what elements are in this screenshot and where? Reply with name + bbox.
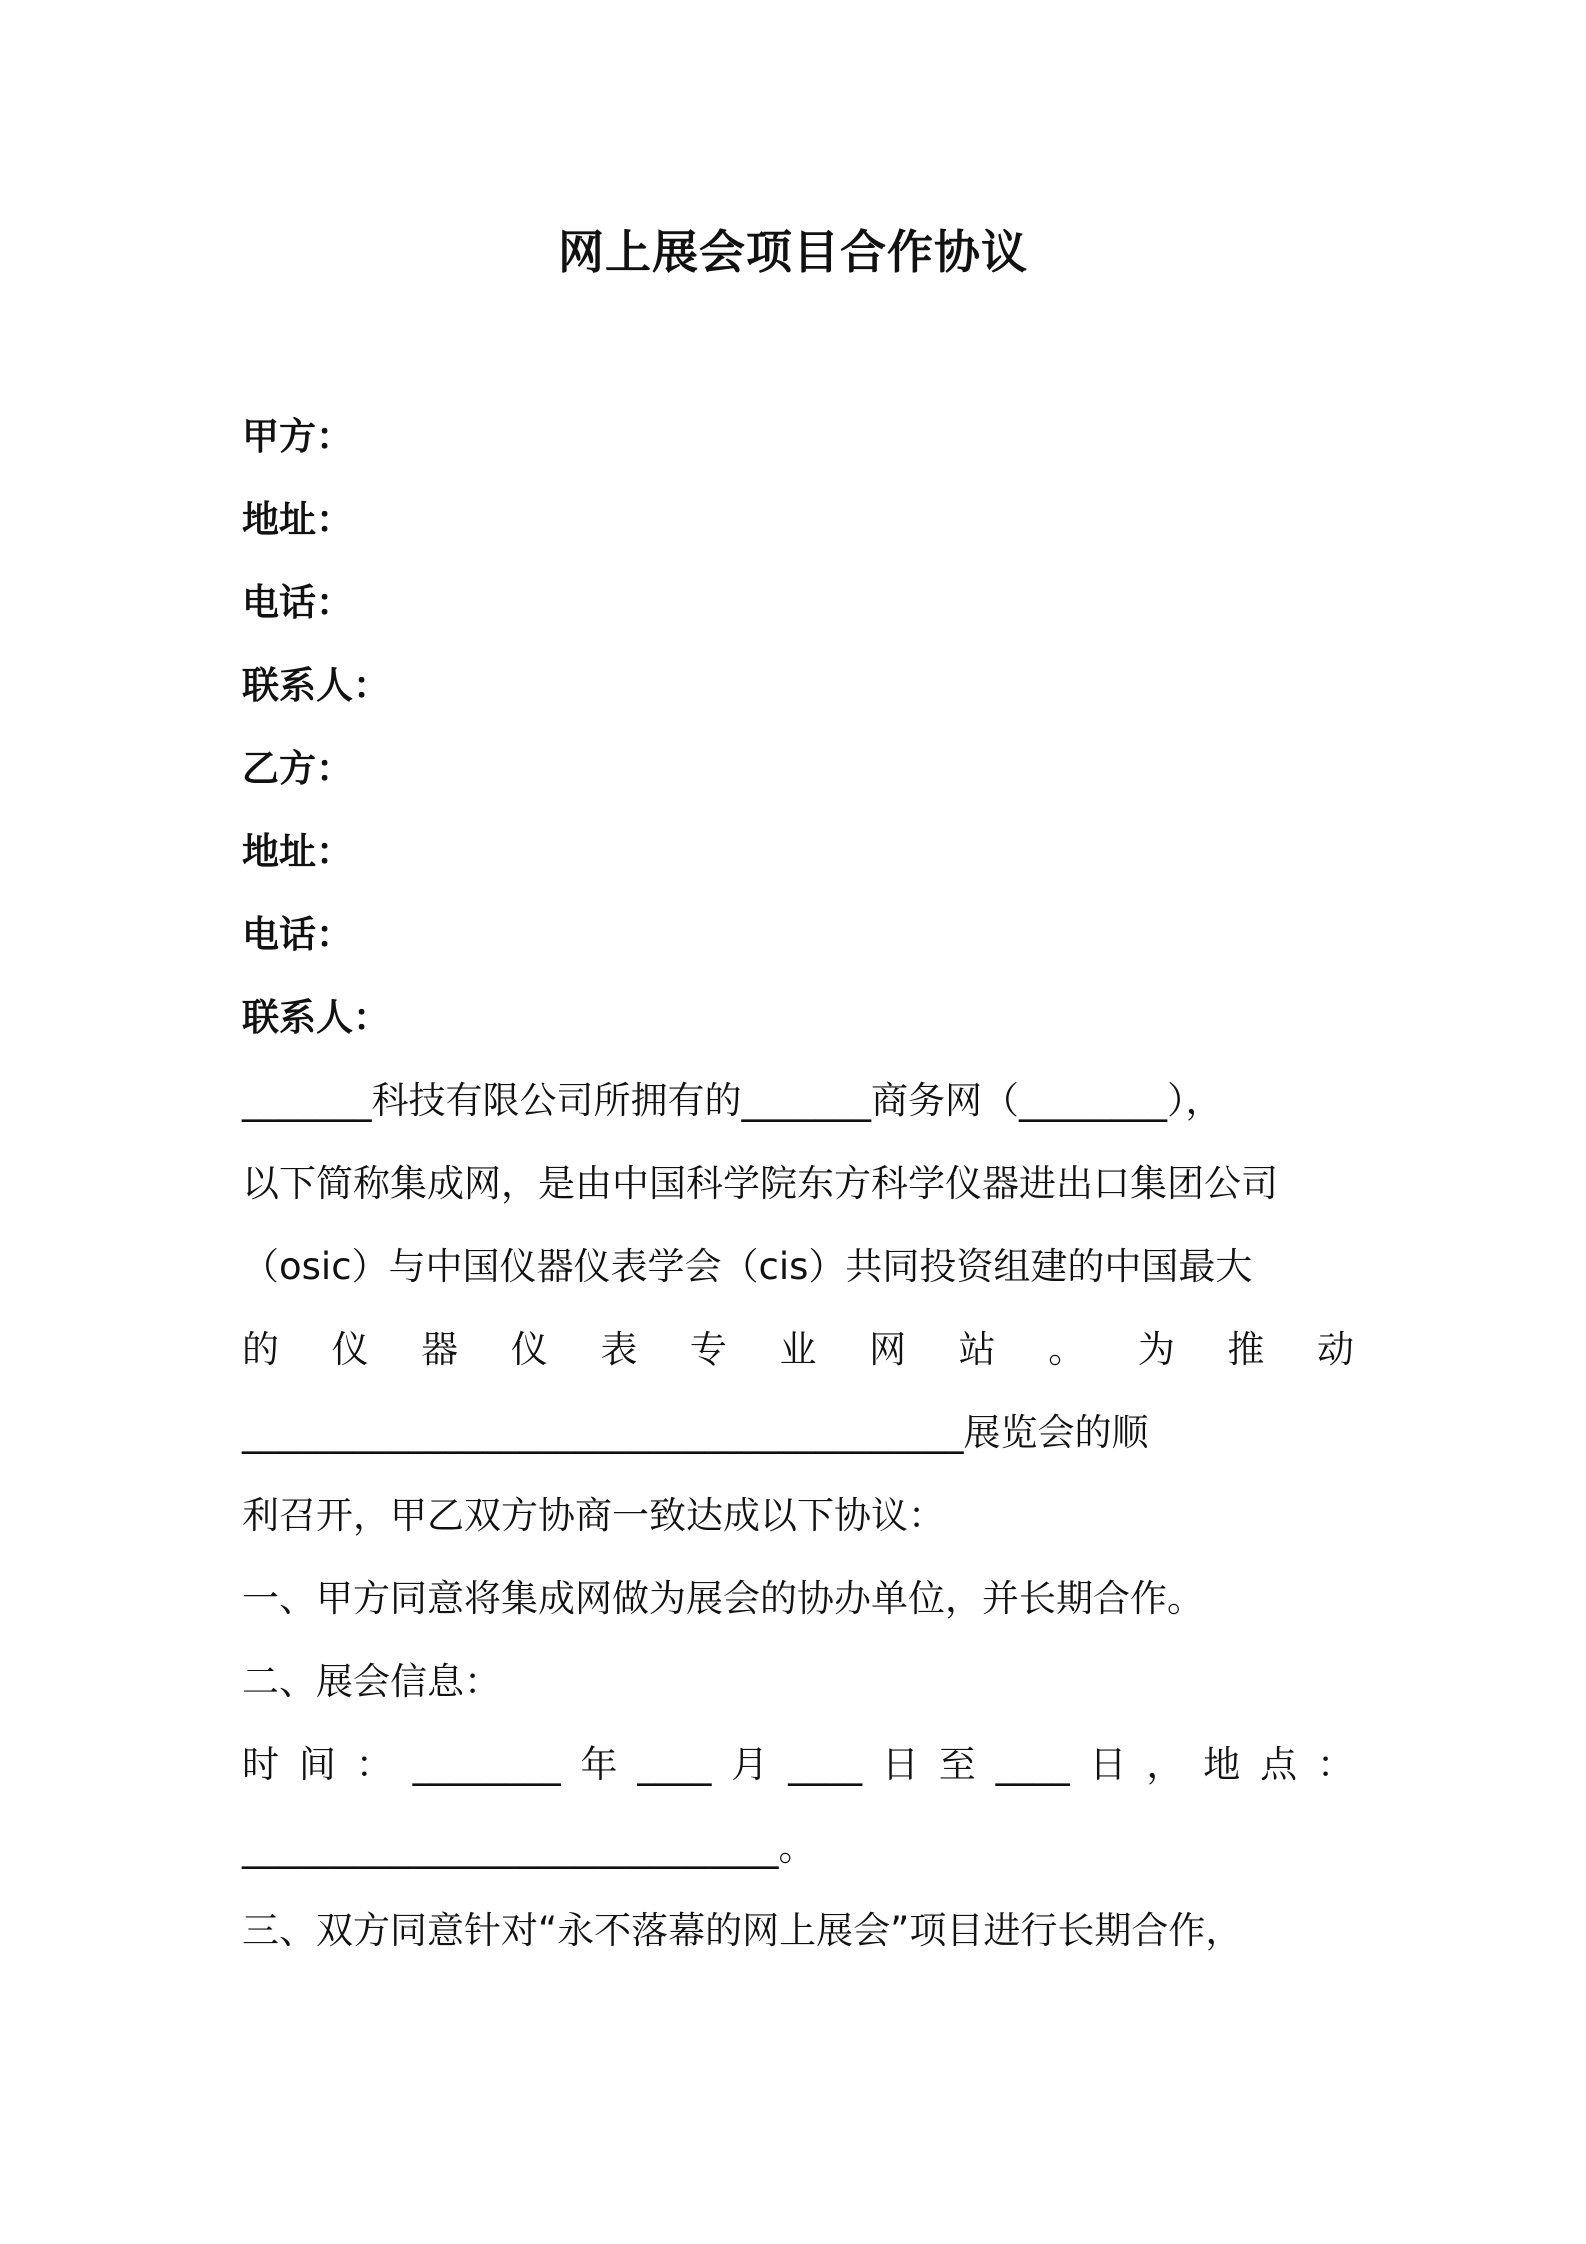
party-a-phone-label: 电话： (242, 581, 353, 624)
intro-line-6: 利召开，甲乙双方协商一致达成以下协议： (242, 1494, 945, 1537)
document-title: 网上展会项目合作协议 (558, 225, 1028, 279)
party-a-contact-label: 联系人： (242, 664, 390, 707)
clause-2-place-blank: _____________________________。 (242, 1826, 816, 1869)
intro-line-2: 以下简称集成网，是由中国科学院东方科学仪器进出口集团公司 (242, 1162, 1278, 1205)
party-b-address-label: 地址： (242, 830, 353, 873)
intro-line-4: 的仪器仪表专业网站。为推动 (242, 1328, 1354, 1371)
party-b-phone-label: 电话： (242, 913, 353, 956)
party-a-label: 甲方： (242, 415, 353, 458)
party-b-label: 乙方： (242, 747, 353, 790)
intro-line-1: _______科技有限公司所拥有的_______商务网（________）， (242, 1079, 1223, 1122)
clause-2-heading: 二、展会信息： (242, 1660, 501, 1703)
intro-line-5: _______________________________________展览会的顺 (242, 1411, 1149, 1454)
clause-1: 一、甲方同意将集成网做为展会的协办单位，并长期合作。 (242, 1577, 1204, 1620)
clause-3: 三、双方同意针对“永不落幕的网上展会”项目进行长期合作， (242, 1909, 1243, 1952)
clause-2-time-place: 时间：________年____月____日至____日，地点： (242, 1743, 1354, 1786)
party-b-contact-label: 联系人： (242, 996, 390, 1039)
intro-line-3: （osic）与中国仪器仪表学会（cis）共同投资组建的中国最大 (242, 1245, 1253, 1288)
party-a-address-label: 地址： (242, 498, 353, 541)
